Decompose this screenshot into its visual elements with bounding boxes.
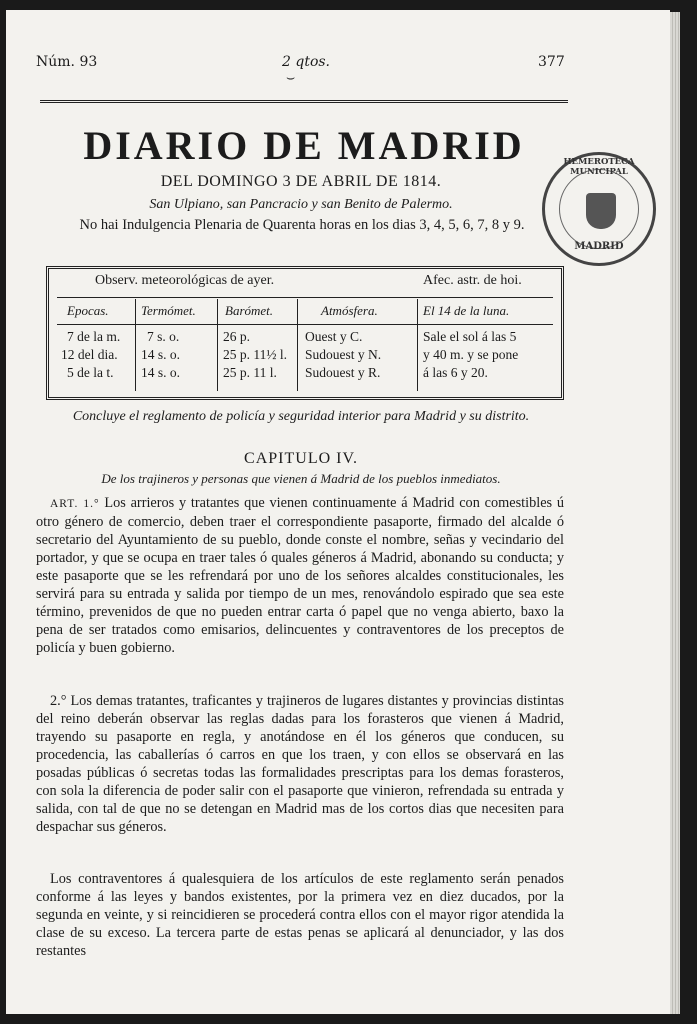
saints-of-day: San Ulpiano, san Pancracio y san Benito de Palermo. — [149, 197, 453, 212]
indulgence-notice: No hai Indulgencia Plenaria de Quarenta horas en los dias 3, 4, 5, 6, 7, 8 y 9. — [79, 217, 525, 233]
price-ornament: ⌣ — [286, 70, 296, 86]
astro-cell: Sale el sol á las 5 — [423, 329, 517, 344]
page-edge — [670, 12, 680, 1014]
table-rule-top — [57, 297, 553, 298]
col-divider — [297, 299, 298, 391]
col-header-luna: El 14 de la luna. — [423, 303, 510, 318]
article-paragraph-2 — [36, 692, 564, 836]
epoca-cell: 5 de la t. — [67, 365, 114, 380]
termometro-cell: 7 s. o. — [147, 329, 180, 344]
col-header-epocas: Epocas. — [67, 303, 109, 318]
stamp-top-text: HEMEROTECA MUNICIPAL — [563, 157, 635, 177]
col-divider — [417, 299, 418, 391]
col-divider — [217, 299, 218, 391]
header-rule — [40, 100, 568, 103]
article-2-text: Los demas tratantes, traficantes y trajineros de lugares distantes y provincias distintas del reino deberán observar las reglas dadas para los forasteros que vienen á Madrid, trayendo su pasaporte en regla, y anotándose en él los géneros que conducen, su procedencia, las caballerías ó carros en que los traen, y con ellos se observará en las posadas públicas ó secretas todas las formalidades prescriptas para los demas forasteros, con sola la diferencia de poder salir con el pasaporte que vinieron, refrendada su entrada y salida, con tal de que no se detengan en Madrid mas de los cortos dias que necesiten para despachar sus géneros. — [36, 693, 564, 835]
termometro-cell: 14 s. o. — [141, 365, 181, 380]
price: 2 qtos. — [282, 54, 331, 70]
stamp-bottom-text: MADRID — [574, 241, 624, 252]
weather-heading: Observ. meteorológicas de ayer. — [95, 273, 275, 288]
header-line — [36, 54, 570, 86]
library-stamp — [542, 152, 656, 266]
barometro-cell: 26 p. — [223, 329, 250, 344]
article-paragraph-3: Los contraventores á qualesquiera de los artículos de este reglamento serán penados conforme á las leyes y bandos existentes, por la primera vez en diez ducados, por la segunda en veinte, y si reincidieren se procederá contra ellos con el mayor rigor atendida la clase de su exceso. La tercera parte de estas penas se aplicará al denunciador, y las dos restantes — [36, 871, 564, 959]
newspaper-page — [6, 10, 670, 1014]
astro-cell: á las 6 y 20. — [423, 365, 488, 380]
epoca-cell: 12 del dia. — [61, 347, 118, 362]
table-rule-mid — [57, 324, 553, 325]
barometro-cell: 25 p. 11 l. — [223, 365, 277, 380]
col-header-barometro: Barómet. — [225, 303, 274, 318]
chapter-subtitle: De los trajineros y personas que vienen á Madrid de los pueblos inmediatos. — [101, 471, 501, 486]
article-1-lead: ART. 1.° — [50, 498, 100, 510]
weather-table — [46, 266, 564, 400]
col-header-termometro: Termómet. — [141, 303, 196, 318]
astro-cell: y 40 m. y se pone — [423, 347, 519, 362]
col-divider — [135, 299, 136, 391]
article-paragraph-1 — [36, 494, 564, 657]
coat-of-arms-icon — [586, 193, 616, 229]
atmosfera-cell: Sudouest y R. — [305, 365, 381, 380]
regulation-note: Concluye el reglamento de policía y seguridad interior para Madrid y su distrito. — [72, 409, 530, 424]
chapter-title: CAPITULO IV. — [244, 450, 358, 467]
atmosfera-cell: Sudouest y N. — [305, 347, 382, 362]
barometro-cell: 25 p. 11½ l. — [223, 347, 287, 362]
issue-date: DEL DOMINGO 3 DE ABRIL DE 1814. — [160, 173, 442, 190]
atmosfera-cell: Ouest y C. — [305, 329, 363, 344]
epoca-cell: 7 de la m. — [67, 329, 121, 344]
issue-number: Núm. 93 — [36, 54, 98, 70]
astro-heading: Afec. astr. de hoi. — [423, 273, 522, 288]
masthead-title: DIARIO DE MADRID — [83, 123, 525, 168]
article-1-text: Los arrieros y tratantes que vienen continuamente á Madrid con comestibles ú otro género de comercio, deben traer el correspondiente pasaporte, firmado del alcalde ó secretario del Ayuntamiento de su pueblo, donde conste el nombre, señas y vecindario del portador, y que se ocupa en traer tales ó quales géneros á Madrid, abonando su conducta; y este pasaporte que se les refrendará por uno de los señores alcaldes constitucionales, les servirá para su entrada y salida por tiempo de un mes, renovándolo espirado que sea este término, prevenidos de que no pueden entrar carta ó papel que no venga abierto, baxo la pena de ser tratados como emisarios, delincuentes y contraventores de los preceptos de policía y buen gobierno. — [36, 495, 565, 656]
article-2-lead: 2.° — [50, 693, 67, 709]
col-header-atmosfera: Atmósfera. — [321, 303, 378, 318]
termometro-cell: 14 s. o. — [141, 347, 181, 362]
page-number: 377 — [538, 54, 565, 70]
